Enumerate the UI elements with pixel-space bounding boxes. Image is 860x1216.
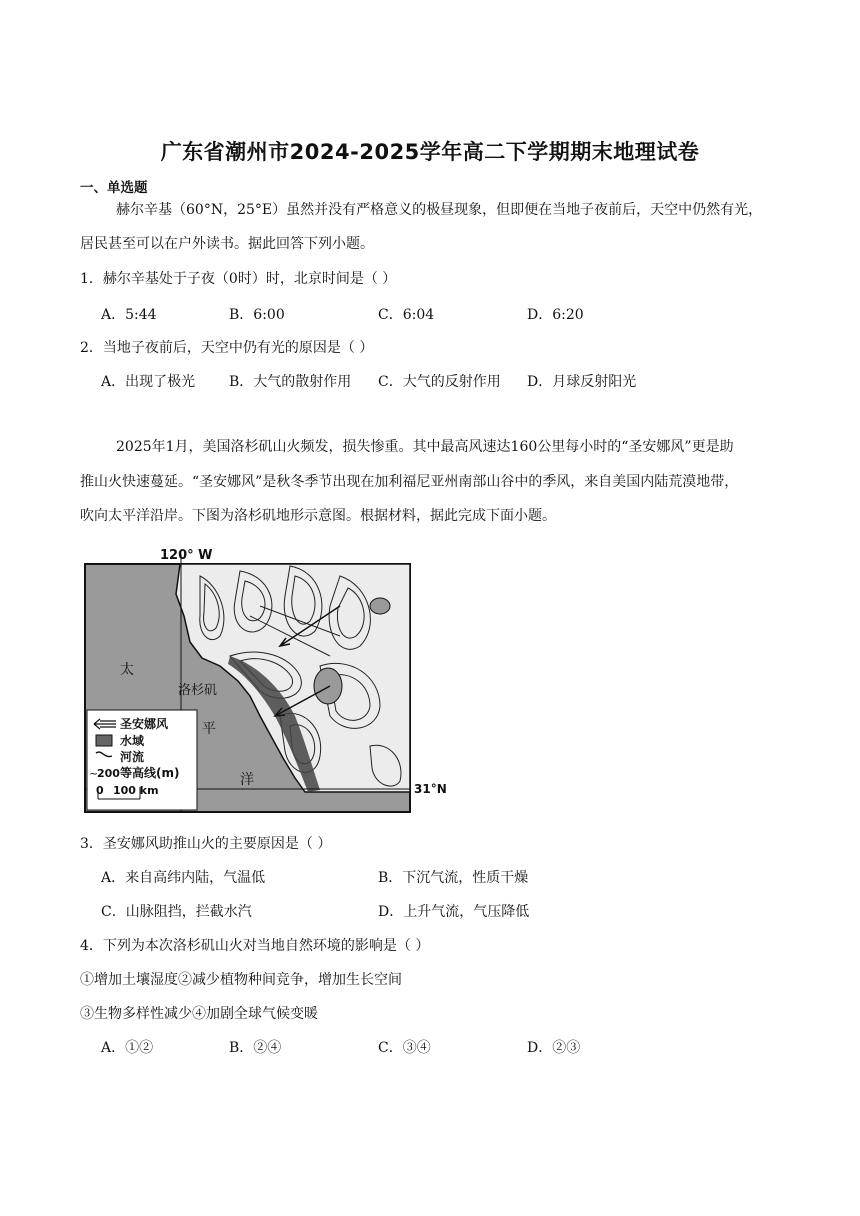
q1-option-d[interactable]: D．6:20 bbox=[527, 307, 584, 323]
svg-text:200: 200 bbox=[97, 767, 120, 780]
q1-option-c[interactable]: C．6:04 bbox=[378, 307, 435, 323]
question-2-stem: 2．当地子夜前后，天空中仍有光的原因是（ ） bbox=[80, 340, 374, 356]
q2-option-a[interactable]: A．出现了极光 bbox=[101, 374, 196, 390]
q2-option-b[interactable]: B．大气的散射作用 bbox=[229, 374, 352, 390]
passage1-line1: 赫尔辛基（60°N，25°E）虽然并没有严格意义的极昼现象，但即便在当地子夜前后，天空中仍然有光， bbox=[116, 202, 763, 218]
svg-text:水域: 水域 bbox=[120, 734, 145, 748]
legend-contour bbox=[89, 765, 179, 780]
q3-option-c[interactable]: C．山脉阻挡，拦截水汽 bbox=[101, 904, 252, 920]
q1-option-a[interactable]: A．5:44 bbox=[101, 307, 157, 323]
svg-text:0: 0 bbox=[96, 784, 104, 797]
q4-option-a[interactable]: A．①② bbox=[101, 1040, 154, 1056]
svg-text:100 km: 100 km bbox=[113, 784, 159, 797]
q4-option-d[interactable]: D．②③ bbox=[527, 1040, 581, 1056]
q3-option-d[interactable]: D．上升气流，气压降低 bbox=[378, 904, 530, 920]
svg-text:等高线(m): 等高线(m) bbox=[120, 766, 180, 780]
longitude-label: 120° W bbox=[160, 548, 213, 563]
q4-statement-line2: ③生物多样性减少④加剧全球气候变暖 bbox=[80, 1006, 318, 1022]
ocean-char-3: 洋 bbox=[240, 772, 254, 788]
q4-option-c[interactable]: C．③④ bbox=[378, 1040, 431, 1056]
q3-option-b[interactable]: B．下沉气流，性质干燥 bbox=[378, 870, 529, 886]
q3-option-a[interactable]: A．来自高纬内陆，气温低 bbox=[101, 870, 266, 886]
question-4-stem: 4．下列为本次洛杉矶山火对当地自然环境的影响是（ ） bbox=[80, 938, 430, 954]
q4-option-b[interactable]: B．②④ bbox=[229, 1040, 282, 1056]
ocean-char-2: 平 bbox=[202, 721, 216, 737]
city-label: 洛杉矶 bbox=[178, 683, 218, 698]
passage2-line1: 2025年1月，美国洛杉矶山火频发，损失惨重。其中最高风速达160公里每小时的“圣安娜风”更是助 bbox=[116, 439, 734, 455]
contour-symbol: ~ bbox=[89, 767, 99, 780]
passage1-line2: 居民甚至可以在户外读书。据此回答下列小题。 bbox=[80, 236, 374, 252]
exam-title: 广东省潮州市2024-2025学年高二下学期期末地理试卷 bbox=[160, 140, 700, 164]
latitude-label: 31°N bbox=[414, 782, 447, 796]
passage2-line2: 推山火快速蔓延。“圣安娜风”是秋冬季节出现在加利福尼亚州南部山谷中的季风，来自美国内陆荒漠地带， bbox=[80, 474, 739, 490]
q2-option-c[interactable]: C．大气的反射作用 bbox=[378, 374, 501, 390]
legend-water bbox=[96, 733, 145, 748]
svg-text:河流: 河流 bbox=[120, 750, 145, 764]
q2-option-d[interactable]: D．月球反射阳光 bbox=[527, 374, 637, 390]
q4-statement-line1: ①增加土壤湿度②减少植物种间竞争，增加生长空间 bbox=[80, 972, 402, 988]
water-swatch-icon bbox=[96, 735, 112, 746]
passage2-line3: 吹向太平洋沿岸。下图为洛杉矶地形示意图。根据材料，据此完成下面小题。 bbox=[80, 508, 556, 524]
q1-option-b[interactable]: B．6:00 bbox=[229, 307, 285, 323]
question-1-stem: 1．赫尔辛基处于子夜（0时）时，北京时间是（ ） bbox=[80, 271, 397, 287]
section-heading: 一、单选题 bbox=[80, 180, 148, 196]
svg-text:圣安娜风: 圣安娜风 bbox=[120, 717, 169, 731]
los-angeles-terrain-map bbox=[80, 546, 450, 814]
question-3-stem: 3．圣安娜风助推山火的主要原因是（ ） bbox=[80, 836, 332, 852]
ocean-char-1: 太 bbox=[120, 662, 134, 678]
wind-arrow-icon bbox=[94, 719, 116, 729]
